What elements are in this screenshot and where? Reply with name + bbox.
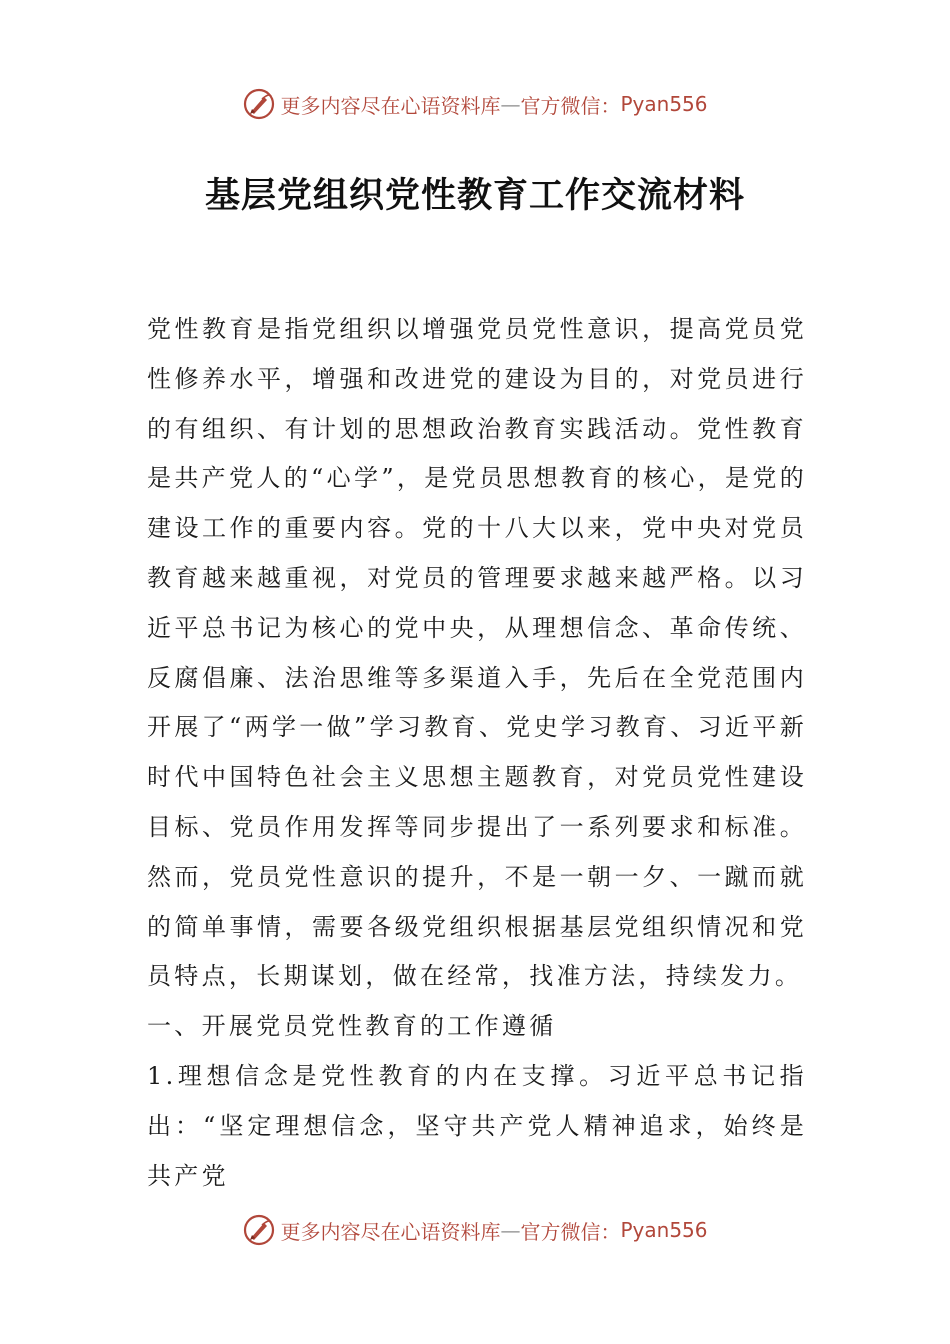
banner-text: 更多内容尽在心语资料库 [280, 1219, 501, 1244]
header-banner [0, 84, 950, 124]
banner-label: 官方微信： [520, 93, 621, 118]
banner-label: 官方微信： [520, 1219, 621, 1244]
banner-text: 更多内容尽在心语资料库 [280, 93, 501, 118]
pen-logo-icon [242, 1213, 276, 1247]
banner-account: Pyan556 [620, 92, 708, 116]
section-heading: 一、开展党员党性教育的工作遵循 [147, 1012, 557, 1041]
document-body [147, 305, 807, 1201]
banner-separator: — [500, 92, 521, 116]
banner-separator: — [500, 1218, 521, 1242]
document-title: 基层党组织党性教育工作交流材料 [204, 175, 745, 216]
intro-paragraph: 党性教育是指党组织以增强党员党性意识，提高党员党性修养水平，增强和改进党的建设为目的，对党员进行的有组织、有计划的思想政治教育实践活动。党性教育是共产党人的“心学”，是党员思想教育的核心，是党的建设工作的重要内容。党的十八大以来，党中央对党员教育越来越重视，对党员的管理要求越来越严格。以习近平总书记为核心的党中央，从理想信念、革命传统、反腐倡廉、法治思维等多渠道入手，先后在全党范围内开展了“两学一做”学习教育、党史学习教育、习近平新时代中国特色社会主义思想主题教育，对党员党性建设目标、党员作用发挥等同步提出了一系列要求和标准。然而，党员党性意识的提升，不是一朝一夕、一蹴而就的简单事情，需要各级党组织根据基层党组织情况和党员特点，长期谋划，做在经常，找准方法，持续发力。 [147, 315, 807, 991]
pen-logo-icon [242, 87, 276, 121]
banner-account: Pyan556 [620, 1218, 708, 1242]
point-paragraph: 1.理想信念是党性教育的内在支撑。习近平总书记指出：“坚定理想信念，坚守共产党人精神追求，始终是共产党 [147, 1061, 807, 1190]
footer-banner [0, 1210, 950, 1250]
